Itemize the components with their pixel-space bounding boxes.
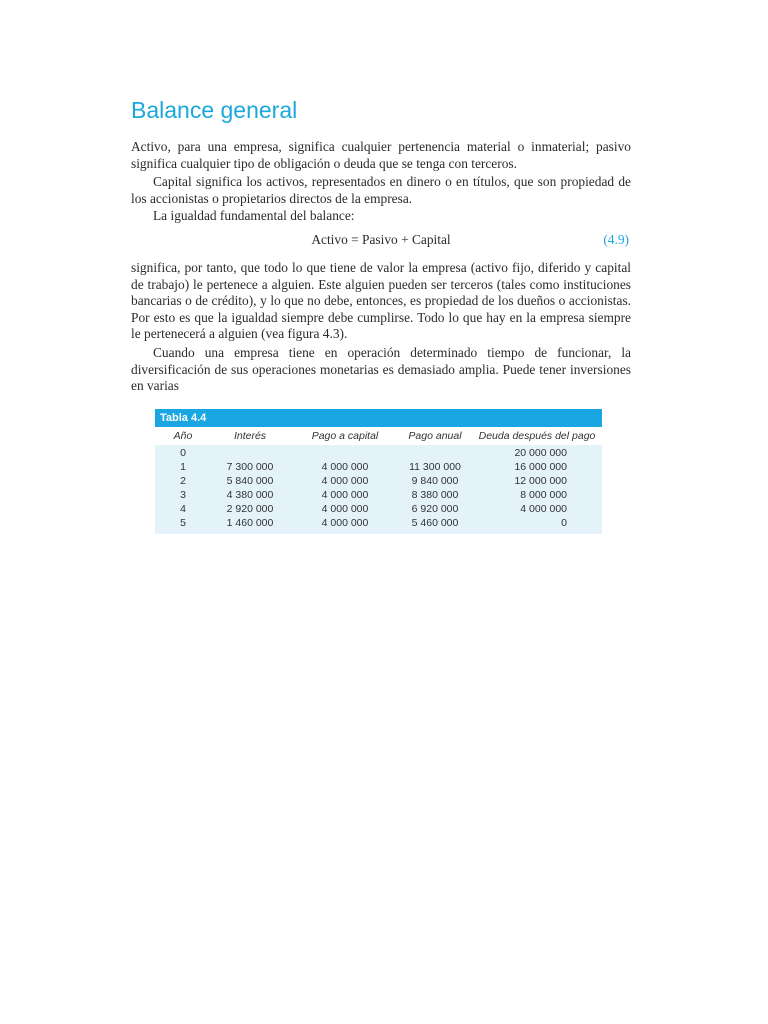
table-row: [155, 503, 602, 517]
paragraph-capital: Capital significa los activos, representados en dinero o en títulos, que son propiedad de los accionistas o propietarios directos de la empresa.: [131, 174, 631, 206]
paragraph-igualdad: La igualdad fundamental del balance:: [153, 208, 355, 223]
cell-ano: 5: [180, 517, 186, 529]
cell-pago-anual: 9 840 000: [411, 475, 459, 487]
header-pago-anual: Pago anual: [408, 430, 462, 442]
table-row: [155, 517, 602, 531]
cell-deuda: 8 000 000: [520, 489, 567, 501]
cell-pago-anual: 5 460 000: [411, 517, 459, 529]
table-row: [155, 475, 602, 489]
cell-deuda: 16 000 000: [514, 461, 567, 473]
cell-ano: 1: [180, 461, 186, 473]
header-interes: Interés: [233, 430, 267, 442]
header-ano: Año: [173, 430, 193, 442]
section-heading: Balance general: [131, 97, 298, 123]
table-title: Tabla 4.4: [155, 409, 602, 427]
cell-deuda: 20 000 000: [514, 447, 567, 459]
paragraph-significa: significa, por tanto, que todo lo que tiene de valor la empresa (activo fijo, diferido y capital de trabajo) le pertenece a alguien. Este alguien pueden ser terceros (tales como instituciones bancarias o de crédito), y lo que no debe, entonces, es propiedad de los dueños o accionistas. Por esto es que la igualdad siempre debe cumplirse. Todo lo que hay en la empresa siempre le pertenecerá a alguien (vea figura 4.3).: [131, 260, 631, 341]
balance-equation: [131, 232, 631, 250]
table-row: [155, 461, 602, 475]
table-4-4: [155, 409, 602, 534]
cell-ano: 4: [180, 503, 186, 515]
cell-pago-capital: 4 000 000: [321, 461, 369, 473]
cell-pago-capital: 4 000 000: [321, 517, 369, 529]
equation-number: (4.9): [603, 232, 629, 247]
cell-ano: 0: [180, 447, 186, 459]
cell-ano: 3: [180, 489, 186, 501]
cell-deuda: 4 000 000: [520, 503, 567, 515]
table-row: [155, 489, 602, 503]
cell-interes: 1 460 000: [226, 517, 274, 529]
cell-interes: 5 840 000: [226, 475, 274, 487]
paragraph-activo: Activo, para una empresa, significa cualquier pertenencia material o inmaterial; pasivo significa cualquier tipo de obligación o deuda que se tenga con terceros.: [131, 139, 631, 171]
equation-text: Activo = Pasivo + Capital: [311, 232, 451, 247]
cell-pago-anual: 11 300 000: [409, 461, 461, 473]
cell-ano: 2: [180, 475, 186, 487]
cell-pago-capital: 4 000 000: [321, 503, 369, 515]
cell-interes: 4 380 000: [226, 489, 274, 501]
cell-pago-capital: 4 000 000: [321, 475, 369, 487]
table-body: [155, 427, 602, 534]
header-pago-capital: Pago a capital: [311, 430, 379, 442]
cell-pago-anual: 6 920 000: [411, 503, 459, 515]
cell-interes: 2 920 000: [226, 503, 274, 515]
cell-pago-anual: 8 380 000: [411, 489, 459, 501]
cell-pago-capital: 4 000 000: [321, 489, 369, 501]
cell-interes: 7 300 000: [226, 461, 274, 473]
cell-deuda: 0: [561, 517, 567, 529]
header-deuda: Deuda después del pago: [478, 430, 596, 442]
cell-deuda: 12 000 000: [514, 475, 567, 487]
table-row: [155, 447, 602, 461]
paragraph-empresa: Cuando una empresa tiene en operación determinado tiempo de funcionar, la diversificación de sus operaciones monetarias es demasiado amplia. Puede tener inversiones en varias: [131, 345, 631, 393]
table-header-row: [155, 427, 602, 445]
